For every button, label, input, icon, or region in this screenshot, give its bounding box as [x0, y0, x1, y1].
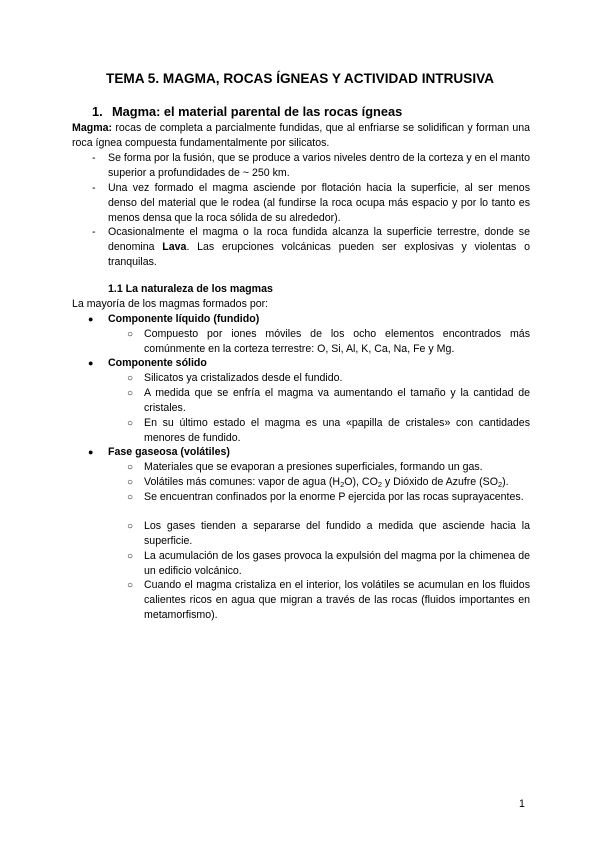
- volatiles-text: ).: [502, 476, 509, 488]
- lava-term: Lava: [162, 241, 187, 253]
- bullet-marker: ●: [88, 358, 94, 368]
- gas-item: Cuando el magma cristaliza en el interior, los volátiles se acumulan en los fluidos calientes ricos en agua que migran a través de las rocas (fluidos importantes en metamorfismo).: [144, 579, 530, 621]
- solid-component-label: Componente sólido: [108, 357, 207, 369]
- gas-item: Los gases tienden a separarse del fundido a medida que asciende hacia la superficie.: [144, 520, 530, 547]
- gas-item: Se encuentran confinados por la enorme P ejercida por las rocas suprayacentes.: [144, 491, 524, 503]
- gas-item-volatiles: [144, 475, 530, 490]
- section-1-number: 1.: [92, 104, 103, 119]
- circle-marker: ○: [127, 329, 134, 340]
- gas-item: La acumulación de los gases provoca la expulsión del magma por la chimenea de un edificio volcánico.: [144, 550, 530, 577]
- section-1-1-heading: 1.1 La naturaleza de los magmas: [108, 283, 273, 295]
- gas-item: Materiales que se evaporan a presiones superficiales, formando un gas.: [144, 461, 483, 473]
- circle-marker: ○: [127, 492, 134, 503]
- solid-item: Silicatos ya cristalizados desde el fundido.: [144, 372, 343, 384]
- page-title: TEMA 5. MAGMA, ROCAS ÍGNEAS Y ACTIVIDAD INTRUSIVA: [106, 71, 494, 86]
- circle-marker: ○: [127, 521, 134, 532]
- volatiles-text: O), CO: [344, 476, 378, 488]
- circle-marker: ○: [127, 418, 134, 429]
- dash-marker: -: [92, 226, 96, 238]
- liquid-item: Compuesto por iones móviles de los ocho elementos encontrados más comúnmente en la corteza terrestre: O, Si, Al, K, Ca, Na, Fe y Mg.: [144, 328, 530, 355]
- section-1-heading-text: Magma: el material parental de las rocas ígneas: [112, 104, 403, 119]
- dash-marker: -: [92, 152, 96, 164]
- subscript: 2: [497, 480, 503, 489]
- liquid-component-label: Componente líquido (fundido): [108, 313, 260, 325]
- solid-item: A medida que se enfría el magma va aumentando el tamaño y la cantidad de cristales.: [144, 387, 530, 414]
- dash-item-lava-tail: . Las erupciones volcánicas pueden ser explosivas y violentas o tranquilas.: [108, 241, 530, 268]
- circle-marker: ○: [127, 388, 134, 399]
- section-1-1-intro: La mayoría de los magmas formados por:: [72, 298, 269, 310]
- subscript: 2: [377, 480, 382, 489]
- dash-marker: -: [92, 182, 96, 194]
- dash-item-lava-text: Ocasionalmente el magma o la roca fundida alcanza la superficie terrestre, donde se denomina: [108, 226, 530, 253]
- definition-term: Magma:: [72, 122, 113, 134]
- magma-definition: [72, 121, 530, 151]
- circle-marker: ○: [127, 477, 134, 488]
- bullet-marker: ●: [88, 447, 94, 457]
- gas-phase-label: Fase gaseosa (volátiles): [108, 446, 230, 458]
- section-1-heading: [92, 103, 532, 120]
- page-number: 1: [519, 798, 525, 810]
- volatiles-text: y Dióxido de Azufre (SO: [381, 476, 498, 488]
- solid-item: En su último estado el magma es una «papilla de cristales» con cantidades menores de fundido.: [144, 417, 530, 444]
- circle-marker: ○: [127, 551, 134, 562]
- circle-marker: ○: [127, 462, 134, 473]
- dash-item-lava: [108, 225, 530, 270]
- bullet-marker: ●: [88, 314, 94, 324]
- dash-item-ascent: Una vez formado el magma asciende por flotación hacia la superficie, al ser menos denso del material que le rodea (al fundirse la roca ocupa más espacio y por lo tanto es menos densa que la roca sólida de su alrededor).: [108, 182, 530, 224]
- dash-item-formation: Se forma por la fusión, que se produce a varios niveles dentro de la corteza y en el manto superior a profundidades de ~ 250 km.: [108, 152, 530, 179]
- circle-marker: ○: [127, 373, 134, 384]
- definition-text: rocas de completa a parcialmente fundidas, que al enfriarse se solidifican y forman una roca ígnea compuesta fundamentalmente por silicatos.: [72, 122, 530, 149]
- subscript: 2: [340, 480, 345, 489]
- volatiles-text: Volátiles más comunes: vapor de agua (H: [144, 476, 341, 488]
- circle-marker: ○: [127, 580, 134, 591]
